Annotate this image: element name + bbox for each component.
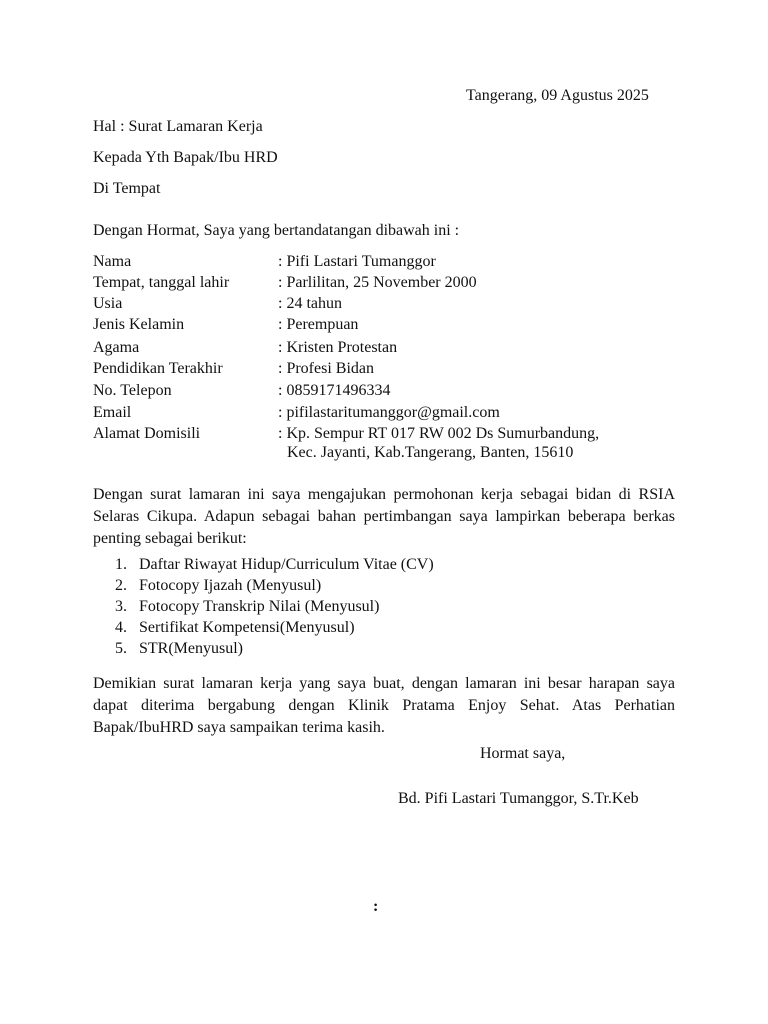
biodata-value: : Profesi Bidan (278, 360, 374, 377)
list-number: 2. (115, 577, 127, 594)
biodata-value: : Perempuan (278, 316, 359, 333)
biodata-label: Agama (93, 339, 140, 356)
list-text: Fotocopy Ijazah (Menyusul) (139, 577, 322, 594)
list-text: Sertifikat Kompetensi(Menyusul) (139, 619, 355, 636)
place-date: Tangerang, 09 Agustus 2025 (466, 87, 649, 104)
list-number: 1. (115, 556, 127, 573)
closing-salutation: Hormat saya, (480, 745, 566, 762)
paragraph-intent: Dengan surat lamaran ini saya mengajukan permohonan kerja sebagai bidan di RSIA Selaras Cikupa. Adapun sebagai bahan pertimbangan saya lampirkan beberapa berkas penting sebagai berikut: (93, 486, 675, 547)
biodata-label: Nama (93, 253, 132, 270)
biodata-value: : Kristen Protestan (278, 339, 398, 356)
biodata-label: No. Telepon (93, 382, 172, 399)
biodata-label: Jenis Kelamin (93, 316, 185, 333)
biodata-label: Email (93, 404, 132, 421)
biodata-value: : Pifi Lastari Tumanggor (278, 253, 436, 270)
list-text: Fotocopy Transkrip Nilai (Menyusul) (139, 598, 380, 615)
opening-line: Dengan Hormat, Saya yang bertandatangan dibawah ini : (93, 222, 460, 239)
biodata-label: Pendidikan Terakhir (93, 360, 223, 377)
list-number: 3. (115, 598, 127, 615)
biodata-value: : Kp. Sempur RT 017 RW 002 Ds Sumurbandung, (278, 425, 600, 442)
paragraph-closing: Demikian surat lamaran kerja yang saya buat, dengan lamaran ini besar harapan saya dapat diterima bergabung dengan Klinik Pratama Enjoy Sehat. Atas Perhatian Bapak/IbuHRD saya sampaikan terima kasih. (93, 675, 675, 736)
address-continuation: Kec. Jayanti, Kab.Tangerang, Banten, 15610 (287, 444, 574, 461)
letter-subject: Hal : Surat Lamaran Kerja (93, 118, 263, 135)
list-number: 5. (115, 640, 127, 657)
recipient-place: Di Tempat (93, 180, 161, 197)
signer-name: Bd. Pifi Lastari Tumanggor, S.Tr.Keb (398, 790, 639, 807)
letter-recipient: Kepada Yth Bapak/Ibu HRD (93, 149, 278, 166)
list-text: STR(Menyusul) (139, 640, 243, 657)
list-text: Daftar Riwayat Hidup/Curriculum Vitae (CV) (139, 556, 434, 573)
biodata-value: : pifilastaritumanggor@gmail.com (278, 404, 500, 421)
biodata-label: Usia (93, 295, 123, 312)
trailing-mark: : (373, 898, 379, 915)
list-number: 4. (115, 619, 127, 636)
biodata-value: : Parlilitan, 25 November 2000 (278, 274, 477, 291)
biodata-value: : 24 tahun (278, 295, 342, 312)
biodata-label: Tempat, tanggal lahir (93, 274, 230, 291)
biodata-value: : 0859171496334 (278, 382, 391, 399)
biodata-label: Alamat Domisili (93, 425, 201, 442)
